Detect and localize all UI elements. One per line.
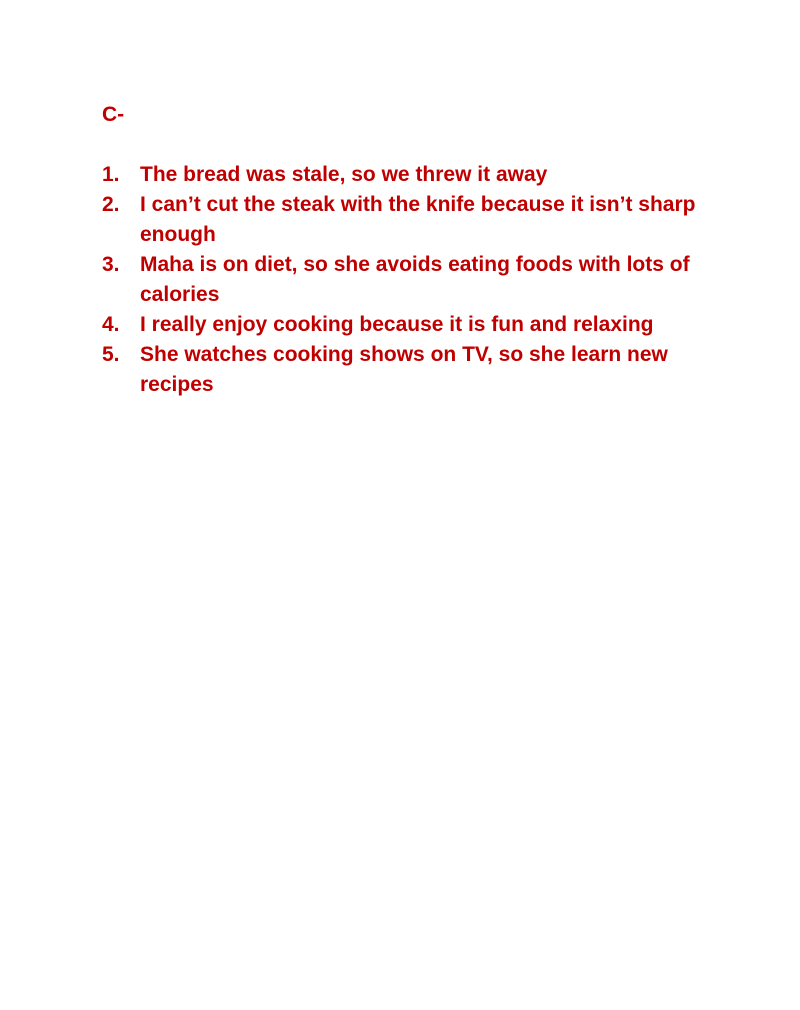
- list-item: [102, 310, 742, 340]
- item-text: I really enjoy cooking because it is fun and relaxing: [140, 313, 654, 336]
- list-item: [102, 190, 742, 250]
- list-item: [102, 340, 742, 400]
- list-item: [102, 250, 742, 310]
- item-number: 1.: [102, 163, 120, 186]
- item-text: The bread was stale, so we threw it away: [140, 163, 548, 186]
- item-text: I can’t cut the steak with the knife because it isn’t sharp enough: [140, 193, 696, 246]
- item-number: 5.: [102, 343, 120, 366]
- section-heading: C-: [102, 103, 125, 126]
- item-text: Maha is on diet, so she avoids eating foods with lots of calories: [140, 253, 690, 306]
- list-item: [102, 160, 742, 190]
- item-number: 3.: [102, 253, 120, 276]
- item-number: 4.: [102, 313, 120, 336]
- item-text: She watches cooking shows on TV, so she learn new recipes: [140, 343, 668, 396]
- answer-list: [102, 160, 742, 400]
- item-number: 2.: [102, 193, 120, 216]
